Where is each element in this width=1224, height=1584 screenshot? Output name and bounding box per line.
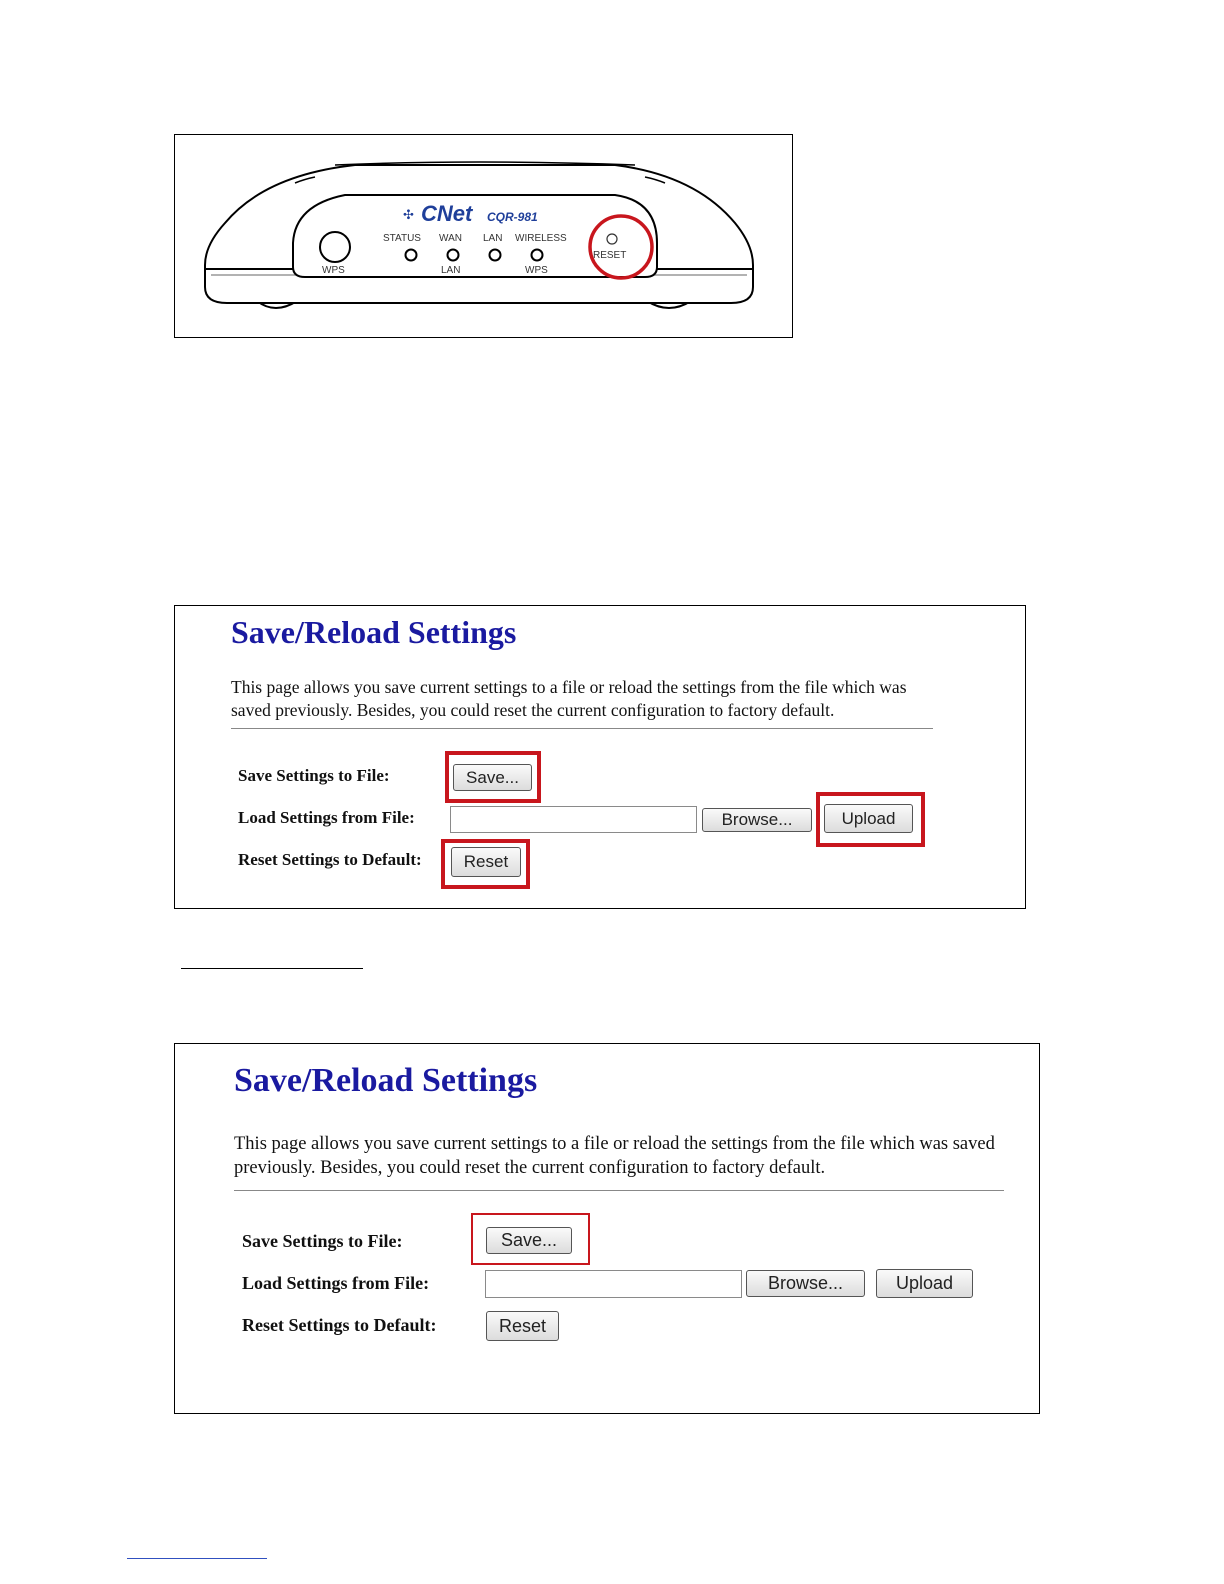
wps-button-circle <box>320 232 350 262</box>
status-led <box>406 250 417 261</box>
panel2-title: Save/Reload Settings <box>234 1062 538 1099</box>
panel1-load-label: Load Settings from File: <box>238 808 415 827</box>
panel1-save-button[interactable]: Save... <box>453 764 532 791</box>
panel2-reset-label: Reset Settings to Default: <box>242 1315 437 1335</box>
router-model: CQR-981 <box>487 210 538 224</box>
save-reload-panel-2 <box>174 1043 1040 1414</box>
panel1-file-input[interactable] <box>450 806 697 833</box>
panel1-reset-button[interactable]: Reset <box>451 847 521 877</box>
save-reload-panel-1 <box>174 605 1026 909</box>
panel2-load-label: Load Settings from File: <box>242 1273 430 1293</box>
panel1-reset-label: Reset Settings to Default: <box>238 850 422 869</box>
panel1-reset-highlight <box>441 839 530 889</box>
cnet-logo-mark: ✣ <box>403 207 414 222</box>
panel2-upload-button[interactable]: Upload <box>876 1269 973 1298</box>
section-underline <box>181 968 363 969</box>
router-front-illustration <box>174 134 793 338</box>
wps-sub-label: WPS <box>525 265 548 276</box>
lan-led <box>490 250 501 261</box>
panel1-save-highlight <box>445 751 541 803</box>
panel2-browse-button[interactable]: Browse... <box>746 1270 865 1297</box>
wps-label: WPS <box>322 265 345 276</box>
wan-led-label: WAN <box>439 233 462 244</box>
panel2-reset-button[interactable]: Reset <box>486 1311 559 1341</box>
panel1-browse-button[interactable]: Browse... <box>702 808 812 832</box>
reset-pinhole <box>607 234 617 244</box>
wan-led <box>448 250 459 261</box>
panel2-file-input[interactable] <box>485 1270 742 1298</box>
panel2-save-highlight <box>471 1213 590 1265</box>
panel1-title: Save/Reload Settings <box>231 614 517 650</box>
panel2-save-button[interactable]: Save... <box>486 1227 572 1254</box>
lan-sub-label: LAN <box>441 265 461 276</box>
wireless-led <box>532 250 543 261</box>
router-drawing <box>175 135 792 337</box>
panel2-description: This page allows you save current settings to a file or reload the settings from the file which was saved previously. Besides, you could reset the current configuration to factory default. <box>234 1134 995 1179</box>
panel1-upload-highlight <box>816 792 925 847</box>
panel1-save-label: Save Settings to File: <box>238 766 390 785</box>
router-front-panel <box>293 195 657 277</box>
panel1-divider <box>231 728 933 729</box>
router-brand: CNet <box>421 201 473 226</box>
panel2-save-label: Save Settings to File: <box>242 1231 403 1251</box>
wireless-led-label: WIRELESS <box>515 233 567 244</box>
panel1-upload-button[interactable]: Upload <box>824 804 913 833</box>
footer-link-underline <box>127 1558 267 1559</box>
lan-led-label: LAN <box>483 233 503 244</box>
panel1-description: This page allows you save current settings to a file or reload the settings from the file which was saved previously. Besides, you could reset the current configuration to factory default. <box>231 677 907 720</box>
reset-label: RESET <box>593 250 627 261</box>
panel2-divider <box>234 1190 1004 1191</box>
status-led-label: STATUS <box>383 233 421 244</box>
